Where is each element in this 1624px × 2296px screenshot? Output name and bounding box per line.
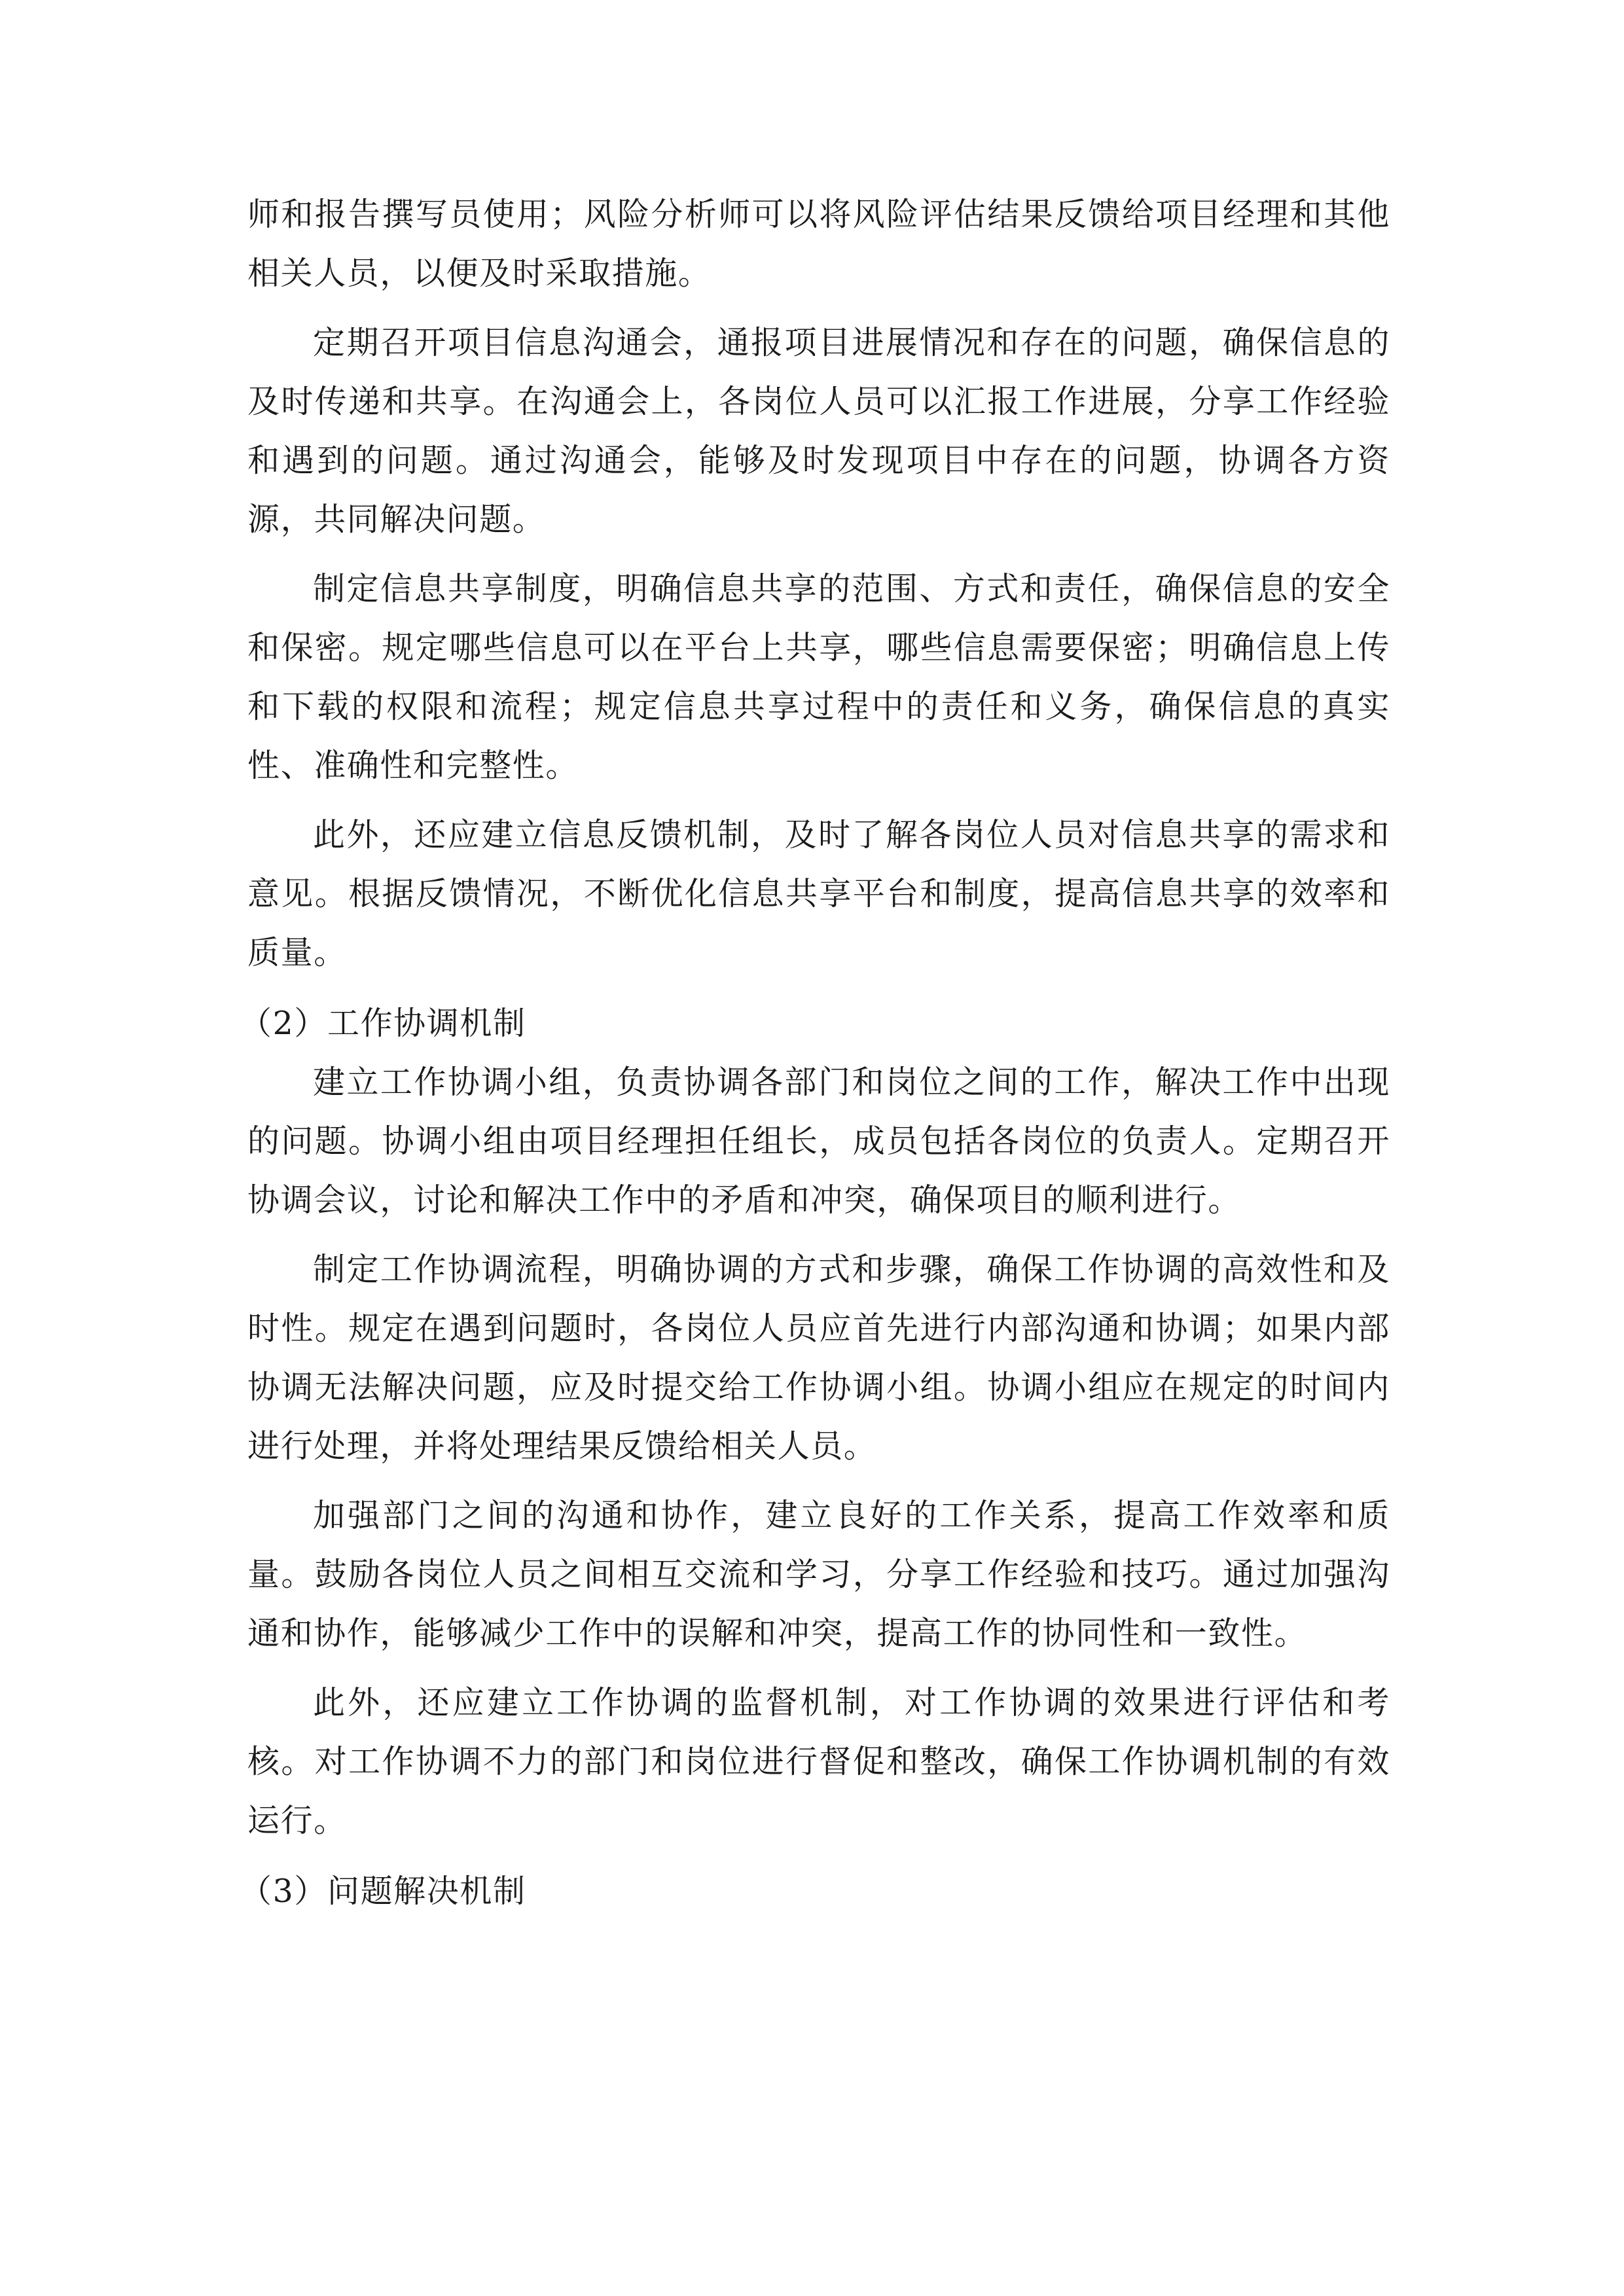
paragraph-coordination-supervision: 此外，还应建立工作协调的监督机制，对工作协调的效果进行评估和考核。对工作协调不力的部门和岗位进行督促和整改，确保工作协调机制的有效运行。 [247,1684,1390,1839]
paragraph-continuation: 师和报告撰写员使用；风险分析师可以将风险评估结果反馈给项目经理和其他相关人员，以便及时采取措施。 [247,196,1390,292]
paragraph-info-feedback: 此外，还应建立信息反馈机制，及时了解各岗位人员对信息共享的需求和意见。根据反馈情况，不断优化信息共享平台和制度，提高信息共享的效率和质量。 [247,816,1390,971]
section-heading-problem-solving: （3）问题解决机制 [240,1873,526,1910]
paragraph-coordination-process: 制定工作协调流程，明确协调的方式和步骤，确保工作协调的高效性和及时性。规定在遇到问题时，各岗位人员应首先进行内部沟通和协调；如果内部协调无法解决问题，应及时提交给工作协调小组。协调小组应在规定的时间内进行处理，并将处理结果反馈给相关人员。 [247,1251,1390,1465]
section-heading-work-coordination: （2）工作协调机制 [240,1005,526,1042]
paragraph-info-meeting: 定期召开项目信息沟通会，通报项目进展情况和存在的问题，确保信息的及时传递和共享。在沟通会上，各岗位人员可以汇报工作进展，分享工作经验和遇到的问题。通过沟通会，能够及时发现项目中存在的问题，协调各方资源，共同解决问题。 [247,324,1390,538]
paragraph-coordination-group: 建立工作协调小组，负责协调各部门和岗位之间的工作，解决工作中出现的问题。协调小组由项目经理担任组长，成员包括各岗位的负责人。定期召开协调会议，讨论和解决工作中的矛盾和冲突，确保项目的顺利进行。 [247,1064,1390,1219]
paragraph-info-sharing-policy: 制定信息共享制度，明确信息共享的范围、方式和责任，确保信息的安全和保密。规定哪些信息可以在平台上共享，哪些信息需要保密；明确信息上传和下载的权限和流程；规定信息共享过程中的责任和义务，确保信息的真实性、准确性和完整性。 [247,570,1390,784]
paragraph-department-collaboration: 加强部门之间的沟通和协作，建立良好的工作关系，提高工作效率和质量。鼓励各岗位人员之间相互交流和学习，分享工作经验和技巧。通过加强沟通和协作，能够减少工作中的误解和冲突，提高工作的协同性和一致性。 [247,1497,1390,1652]
document-body [240,185,1390,1921]
